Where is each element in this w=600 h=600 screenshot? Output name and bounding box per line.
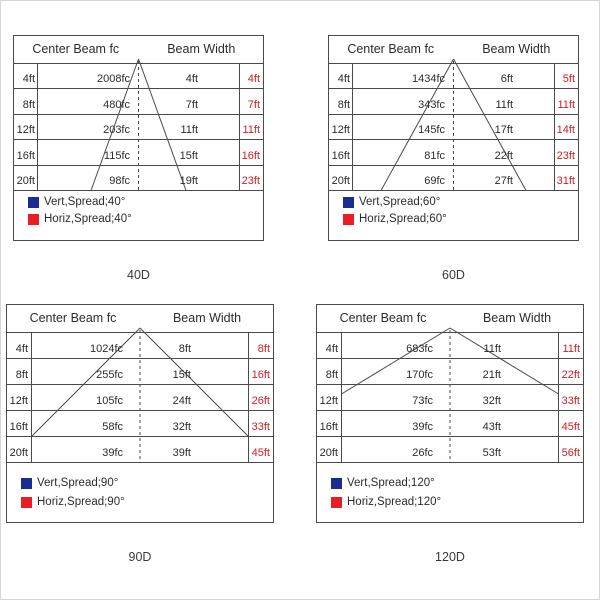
legend-horiz-spread	[343, 213, 447, 226]
beam-width-horiz-value: 4ft	[247, 73, 260, 85]
beam-width-vert-value: 7ft	[185, 99, 198, 111]
beam-width-horiz-value: 7ft	[247, 99, 260, 111]
beam-width-vert-value: 22ft	[494, 150, 513, 162]
center-beam-fc-value: 98fc	[109, 175, 130, 187]
beam-width-vert-value: 24ft	[172, 395, 191, 407]
distance-label: 20ft	[16, 175, 35, 187]
beam-width-vert-value: 15ft	[179, 150, 198, 162]
beam-width-vert-value: 32ft	[172, 421, 191, 433]
legend-blue-swatch	[343, 197, 354, 208]
beam-width-vert-value: 6ft	[500, 73, 513, 85]
center-beam-fc-value: 1434fc	[411, 73, 445, 85]
table-row	[328, 150, 579, 164]
table-row	[13, 73, 264, 87]
center-beam-fc-value: 26fc	[412, 447, 433, 459]
beam-width-horiz-value: 45ft	[251, 447, 270, 459]
center-beam-fc-value: 115fc	[103, 150, 130, 162]
legend-vert-label: Vert,Spread;40°	[44, 196, 126, 208]
distance-label: 20ft	[331, 175, 350, 187]
beam-width-vert-value: 39ft	[172, 447, 191, 459]
center-beam-fc-value: 203fc	[103, 124, 130, 136]
table-row	[316, 343, 584, 357]
beam-width-vert-value: 27ft	[494, 175, 513, 187]
beam-chart-panel-60d	[328, 35, 579, 241]
legend-vert-label: Vert,Spread;90°	[37, 477, 119, 489]
center-beam-fc-value: 69fc	[424, 175, 445, 187]
distance-label: 4ft	[337, 73, 350, 85]
table-row	[328, 73, 579, 87]
center-beam-fc-value: 255fc	[96, 369, 123, 381]
legend-horiz-label: Horiz,Spread;40°	[44, 213, 132, 225]
beam-width-horiz-value: 33ft	[561, 395, 580, 407]
distance-label: 12ft	[331, 124, 350, 136]
header-beam-width: Beam Width	[482, 311, 552, 325]
header-beam-width: Beam Width	[167, 42, 236, 56]
legend-red-swatch	[21, 497, 32, 508]
legend-vert-spread	[331, 477, 435, 490]
legend-blue-swatch	[331, 478, 342, 489]
legend-red-swatch	[28, 214, 39, 225]
distance-label: 8ft	[325, 369, 338, 381]
beam-width-horiz-value: 5ft	[562, 73, 575, 85]
beam-width-vert-value: 32ft	[482, 395, 501, 407]
center-beam-fc-value: 145fc	[418, 124, 445, 136]
table-row	[6, 343, 274, 357]
beam-width-horiz-value: 23ft	[241, 175, 260, 187]
legend-vert-label: Vert,Spread;120°	[347, 477, 435, 489]
beam-width-vert-value: 17ft	[494, 124, 513, 136]
center-beam-fc-value: 58fc	[102, 421, 123, 433]
distance-label: 12ft	[16, 124, 35, 136]
table-row	[316, 421, 584, 435]
beam-width-horiz-value: 45ft	[561, 421, 580, 433]
legend-horiz-spread	[21, 496, 125, 509]
legend-horiz-label: Horiz,Spread;90°	[37, 496, 125, 508]
distance-label: 12ft	[9, 395, 28, 407]
panel-caption-90d: 90D	[128, 550, 152, 564]
beam-diagram-40d	[13, 35, 264, 241]
legend-horiz-label: Horiz,Spread;60°	[359, 213, 447, 225]
center-beam-fc-value: 480fc	[103, 99, 130, 111]
beam-chart-panel-40d	[13, 35, 264, 241]
table-row	[316, 369, 584, 383]
legend-red-swatch	[343, 214, 354, 225]
table-row	[6, 395, 274, 409]
distance-label: 4ft	[22, 73, 35, 85]
distance-label: 12ft	[319, 395, 338, 407]
header-beam-width: Beam Width	[482, 42, 551, 56]
distance-label: 20ft	[9, 447, 28, 459]
beam-width-horiz-value: 33ft	[251, 421, 270, 433]
distance-label: 4ft	[15, 343, 28, 355]
legend-vert-label: Vert,Spread;60°	[359, 196, 441, 208]
center-beam-fc-value: 81fc	[424, 150, 445, 162]
distance-label: 8ft	[337, 99, 350, 111]
legend-vert-spread	[28, 196, 125, 209]
panel-caption-120d: 120D	[435, 550, 465, 564]
beam-width-vert-value: 53ft	[482, 447, 501, 459]
beam-width-vert-value: 8ft	[178, 343, 191, 355]
panel-caption-40d: 40D	[127, 268, 150, 282]
distance-label: 16ft	[331, 150, 350, 162]
header-center-beam-fc: Center Beam fc	[339, 311, 427, 325]
beam-chart-panel-90d	[6, 304, 274, 523]
distance-label: 20ft	[319, 447, 338, 459]
center-beam-fc-value: 1024fc	[89, 343, 123, 355]
beam-diagram-90d	[6, 304, 274, 523]
table-row	[13, 124, 264, 138]
center-beam-fc-value: 39fc	[412, 421, 433, 433]
beam-width-vert-value: 11ft	[180, 124, 198, 136]
table-row	[316, 447, 584, 461]
beam-width-vert-value: 11ft	[483, 343, 501, 355]
beam-width-horiz-value: 26ft	[251, 395, 270, 407]
beam-width-horiz-value: 56ft	[561, 447, 580, 459]
distance-label: 16ft	[319, 421, 338, 433]
beam-width-horiz-value: 16ft	[241, 150, 260, 162]
beam-width-horiz-value: 16ft	[251, 369, 270, 381]
header-center-beam-fc: Center Beam fc	[29, 311, 117, 325]
beam-width-vert-value: 4ft	[185, 73, 198, 85]
table-row	[328, 175, 579, 189]
legend-horiz-label: Horiz,Spread;120°	[347, 496, 442, 508]
table-row	[13, 175, 264, 189]
beam-chart-panel-120d	[316, 304, 584, 523]
table-row	[328, 99, 579, 113]
legend-red-swatch	[331, 497, 342, 508]
table-row	[6, 369, 274, 383]
header-center-beam-fc: Center Beam fc	[347, 42, 435, 56]
center-beam-fc-value: 73fc	[412, 395, 433, 407]
legend-vert-spread	[343, 196, 440, 209]
distance-label: 16ft	[9, 421, 28, 433]
legend-vert-spread	[21, 477, 118, 490]
distance-label: 8ft	[22, 99, 35, 111]
header-center-beam-fc: Center Beam fc	[32, 42, 120, 56]
legend-horiz-spread	[28, 213, 132, 226]
legend-blue-swatch	[28, 197, 39, 208]
panel-caption-60d: 60D	[442, 268, 465, 282]
center-beam-fc-value: 683fc	[406, 343, 433, 355]
beam-width-horiz-value: 8ft	[257, 343, 270, 355]
beam-width-horiz-value: 11ft	[242, 124, 260, 136]
table-row	[13, 150, 264, 164]
beam-width-vert-value: 11ft	[495, 99, 513, 111]
beam-diagram-60d	[328, 35, 579, 241]
center-beam-fc-value: 343fc	[418, 99, 445, 111]
center-beam-fc-value: 2008fc	[96, 73, 130, 85]
table-row	[13, 99, 264, 113]
beam-width-vert-value: 21ft	[482, 369, 501, 381]
header-beam-width: Beam Width	[172, 311, 242, 325]
table-row	[316, 395, 584, 409]
distance-label: 4ft	[325, 343, 338, 355]
center-beam-fc-value: 105fc	[96, 395, 123, 407]
beam-diagram-120d	[316, 304, 584, 523]
beam-width-horiz-value: 23ft	[556, 150, 575, 162]
table-row	[6, 447, 274, 461]
beam-width-horiz-value: 22ft	[561, 369, 580, 381]
legend-horiz-spread	[331, 496, 441, 509]
distance-label: 16ft	[16, 150, 35, 162]
beam-width-vert-value: 43ft	[482, 421, 501, 433]
legend-blue-swatch	[21, 478, 32, 489]
beam-width-horiz-value: 11ft	[557, 99, 575, 111]
beam-width-horiz-value: 11ft	[562, 343, 580, 355]
distance-label: 8ft	[15, 369, 28, 381]
beam-width-vert-value: 15ft	[172, 369, 191, 381]
center-beam-fc-value: 170fc	[406, 369, 433, 381]
center-beam-fc-value: 39fc	[102, 447, 123, 459]
beam-width-horiz-value: 14ft	[556, 124, 575, 136]
table-row	[6, 421, 274, 435]
beam-width-horiz-value: 31ft	[556, 175, 575, 187]
table-row	[328, 124, 579, 138]
beam-width-vert-value: 19ft	[179, 175, 198, 187]
